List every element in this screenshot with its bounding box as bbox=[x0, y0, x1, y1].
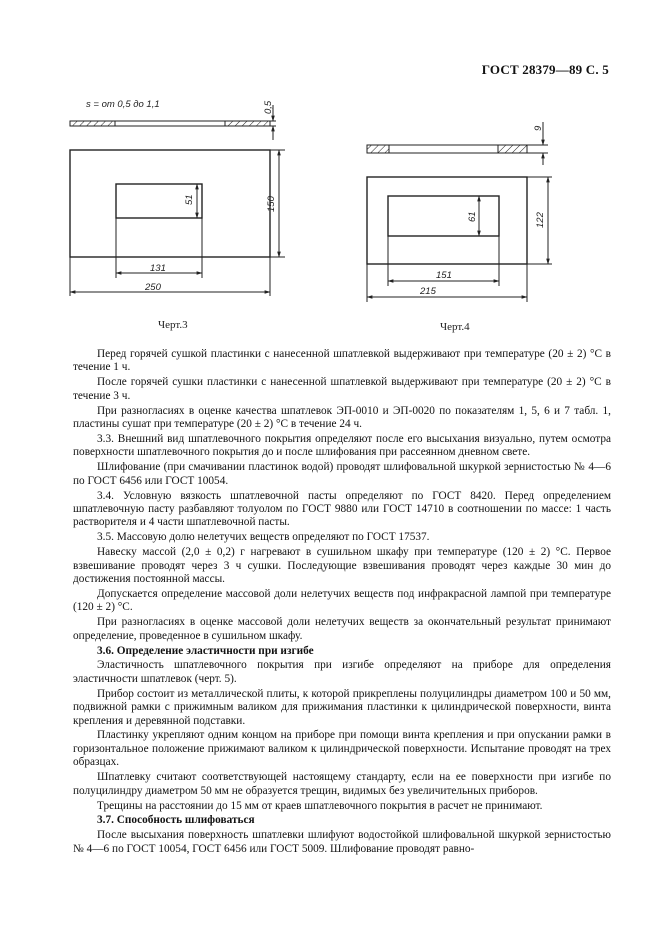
fig3-dim-s: 0,5 bbox=[263, 100, 274, 114]
fig3-hatch-left bbox=[70, 121, 115, 126]
paragraph: 3.5. Массовую долю нелетучих веществ определяют по ГОСТ 17537. bbox=[97, 531, 430, 544]
paragraph: Эластичность шпатлевочного покрытия при изгибе определяют на приборе для определения эластичности шпатлевок (черт. 5). bbox=[73, 659, 611, 685]
fig3-plate bbox=[70, 150, 270, 257]
body-text bbox=[73, 348, 611, 858]
section-heading: 3.6. Определение эластичности при изгибе bbox=[97, 644, 314, 657]
fig4-plate bbox=[367, 177, 527, 264]
paragraph: Пластинку укрепляют одним концом на приборе при помощи винта крепления и при опускании рамки в горизонтальное положение прижимают валиком к цилиндрической поверхности. Испытание проводят на трех образцах. bbox=[73, 729, 611, 769]
paragraph: При разногласиях в оценке массовой доли нелетучих веществ за окончательный результат принимают определение, проведенное в сушильном шкафу. bbox=[73, 616, 611, 642]
paragraph: Шпатлевку считают соответствующей настоящему стандарту, если на ее поверхности при изгибе по полуцилиндру диаметром 50 мм не образуется трещин, видимых без увеличительных приборов. bbox=[73, 771, 611, 797]
fig4-dim-outer-h: 122 bbox=[535, 212, 546, 228]
drawings-svg bbox=[40, 85, 620, 335]
paragraph: 3.3. Внешний вид шпатлевочного покрытия определяют после его высыхания визуально, путем осмотра поверхности шпатлевочного покрытия до и после шлифования при рассеянном дневном свете. bbox=[73, 432, 611, 459]
fig3-dim-inner-h: 51 bbox=[184, 194, 195, 205]
fig4-inner-area bbox=[388, 196, 499, 236]
fig3-caption: Черт.3 bbox=[158, 319, 188, 331]
paragraph: Навеску массой (2,0 ± 0,2) г нагревают в сушильном шкафу при температуре (120 ± 2) °С. Первое взвешивание проводят через 3 ч сушки. Последующие взвешивания проводят через каждые 30 мин до достижения постоянной массы. bbox=[73, 546, 611, 585]
fig4-dim-outer-w: 215 bbox=[420, 286, 436, 297]
section-heading: 3.7. Способность шлифоваться bbox=[97, 814, 255, 827]
fig4-hatch-left bbox=[367, 145, 389, 153]
paragraph: Допускается определение массовой доли нелетучих веществ под инфракрасной лампой при температуре (120 ± 2) °С. bbox=[73, 587, 611, 614]
figure-4 bbox=[367, 122, 552, 333]
figure-3 bbox=[70, 99, 285, 331]
paragraph: Трещины на расстоянии до 15 мм от краев шпатлевочного покрытия в расчет не принимают. bbox=[97, 799, 543, 812]
fig3-dim-inner-w: 131 bbox=[150, 263, 166, 274]
paragraph: После горячей сушки пластинки с нанесенной шпатлевкой выдерживают при температуре (20 ± 2) °С в течение 3 ч. bbox=[73, 376, 611, 402]
paragraph: После высыхания поверхность шпатлевки шлифуют водостойкой шлифовальной шкуркой зернистостью № 4—6 по ГОСТ 10054, ГОСТ 6456 или ГОСТ 5009. Шлифование проводят равно- bbox=[73, 829, 611, 855]
technical-drawings bbox=[40, 85, 620, 335]
fig4-caption: Черт.4 bbox=[440, 321, 470, 333]
paragraph: Шлифование (при смачивании пластинок водой) проводят шлифовальной шкуркой зернистостью № 4—6 по ГОСТ 6456 или ГОСТ 10054. bbox=[73, 461, 611, 487]
fig4-hatch-right bbox=[498, 145, 527, 153]
fig3-thickness-label: s = от 0,5 до 1,1 bbox=[86, 99, 160, 110]
fig4-dim-s: 9 bbox=[533, 125, 544, 131]
fig4-dim-inner-w: 151 bbox=[436, 270, 452, 281]
fig3-hatch-right bbox=[225, 121, 270, 126]
fig3-dim-outer-w: 250 bbox=[145, 282, 161, 293]
paragraph: При разногласиях в оценке качества шпатлевок ЭП-0010 и ЭП-0020 по показателям 1, 5, 6 и 7 табл. 1, пластины сушат при температуре (20 ± 2) °С в течение 24 ч. bbox=[73, 404, 611, 431]
paragraph: Прибор состоит из металлической плиты, к которой прикреплены полуцилиндры диаметром 100 и 50 мм, подвижной рамки с прижимным валиком для прижимания пластинки к цилиндрической поверхности, винта крепления и деревянной подставки. bbox=[73, 687, 611, 727]
fig3-dim-outer-h: 150 bbox=[266, 196, 277, 212]
fig4-dim-inner-h: 61 bbox=[467, 211, 478, 222]
page-header: ГОСТ 28379—89 С. 5 bbox=[481, 62, 609, 77]
paragraph: 3.4. Условную вязкость шпатлевочной пасты определяют по ГОСТ 8420. Перед определением шпатлевочную пасту разбавляют толуолом по ГОСТ 9880 или ГОСТ 14710 в соотношении по массе: 1 часть растворителя и 4 части шпатлевочной пасты. bbox=[73, 489, 611, 529]
paragraph: Перед горячей сушкой пластинки с нанесенной шпатлевкой выдерживают при температуре (20 ± 2) °С в течение 1 ч. bbox=[73, 348, 611, 374]
